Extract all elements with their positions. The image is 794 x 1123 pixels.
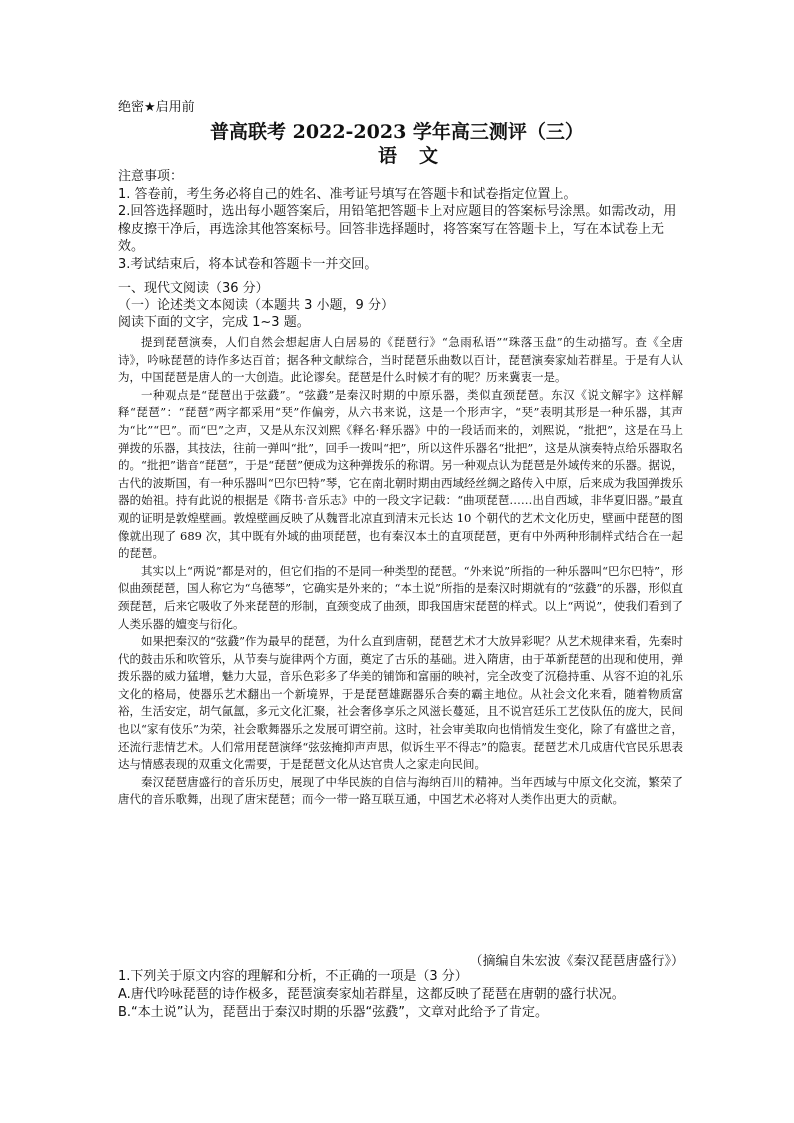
section-heading: 一、现代文阅读（36 分） [118, 281, 269, 296]
notes-heading: 注意事项： [118, 169, 184, 184]
confidential-mark: 绝密★启用前 [118, 100, 195, 115]
question-option-b: B.“本土说”认为，琵琶出于秦汉时期的乐器“弦鼗”，文章对此给予了肯定。 [118, 1005, 548, 1020]
subject-title: 语文 [377, 145, 460, 167]
question-option-a: A.唐代吟咏琵琶的诗作极多，琵琶演奏家灿若群星，这都反映了琵琶在唐朝的盛行状况。 [118, 987, 625, 1002]
subsection-heading: （一）论述类文本阅读（本题共 3 小题，9 分） [118, 298, 394, 313]
passage-paragraph: 提到琵琶演奏，人们自然会想起唐人白居易的《琵琶行》“急雨私语”“珠落玉盘”的生动描写。查《全唐诗》，吟咏琵琶的诗作多达百首；据各种文献综合，当时琵琶乐曲数以百计，琵琶演奏家灿若群星。于是有人认为，中国琵琶是唐人的一大创造。此论谬矣。琵琶是什么时候才有的呢？历来冀衷一是。 [118, 335, 683, 385]
exam-title: 普高联考 2022-2023 学年高三测评（三） [210, 121, 584, 143]
passage-source: （摘编自朱宏波《秦汉琵琶唐盛行》） [469, 954, 684, 969]
note-item: 1. 答卷前，考生务必将自己的姓名、准考证号填写在答题卡和试卷指定位置上。 [118, 186, 577, 202]
reading-passage [118, 334, 683, 809]
reading-instruction: 阅读下面的文字，完成 1~3 题。 [118, 315, 310, 330]
passage-paragraph: 秦汉琵琶唐盛行的音乐历史，展现了中华民族的自信与海纳百川的精神。当年西域与中原文化交流，繁荣了唐代的音乐歌舞，出现了唐宋琵琶；而今一带一路互联互通，中国艺术必将对人类作出更大的贡献。 [118, 774, 683, 807]
question-stem: 1.下列关于原文内容的理解和分析，不正确的一项是（3 分） [118, 969, 468, 984]
note-item: 2.回答选择题时，选出每小题答案后，用铅笔把答题卡上对应题目的答案标号涂黑。如需改动，用橡皮擦干净后，再选涂其他答案标号。回答非选择题时，将答案写在答题卡上，写在本试卷上无效。 [118, 204, 677, 254]
passage-paragraph: 其实以上“两说”都是对的，但它们指的不是同一种类型的琵琶。“外来说”所指的一种乐器叫“巴尔巴特”，形似曲颈琵琶，国人称它为“乌德琴”，它确实是外来的；“本土说”所指的是秦汉时期就有的“弦鼗”的乐器，形似直颈琵琶，后来它吸收了外来琵琶的形制，直颈变成了曲颈，即我国唐宋琵琶的样式。以上“两说”，使我们看到了人类乐器的嬗变与衍化。 [118, 563, 683, 631]
passage-paragraph: 一种观点是“琵琶出于弦鼗”。“弦鼗”是秦汉时期的中原乐器，类似直颈琵琶。东汉《说文解字》这样解释“琵琶”：“琵琶”两字都采用“珡”作偏旁，从六书来说，这是一个形声字，“珡”表明其形是一种乐器，其声为“比”“巴”。而“巴”之声，又是从东汉刘熙《释名·释乐器》中的一段话而来的，刘熙说，“批把”，这是在马上弹拨的乐器，其技法，往前一弹叫“批”，回手一拨叫“把”，所以这件乐器名“批把”，这是从演奏特点给乐器取名的。“批把”谐音“琵琶”，于是“琵琶”便成为这种弹拨乐的称谓。另一种观点认为琵琶是外域传来的乐器。据说，古代的波斯国，有一种乐器叫“巴尔巴特”琴，它在南北朝时期由西域经丝绸之路传入中原，后来成为我国弹拨乐器的始祖。持有此说的根据是《隋书·音乐志》中的一段文字记载：“曲项琵琶……出自西域，非华夏旧器。”最直观的证明是敦煌壁画。敦煌壁画反映了从魏晋北凉直到清末元长达 10 个朝代的艺术文化历史，壁画中琵琶的图像就出现了 689 次，其中既有外域的曲项琵琶，也有秦汉本土的直项琵琶，更有中外两种形制样式结合在一起的琵琶。 [118, 387, 683, 561]
questions-section [118, 968, 688, 1022]
note-item: 3.考试结束后，将本试卷和答题卡一并交回。 [118, 256, 378, 272]
passage-paragraph: 如果把秦汉的“弦鼗”作为最早的琵琶，为什么直到唐朝，琵琶艺术才大放异彩呢？从艺术规律来看，先秦时代的鼓击乐和吹管乐，从节奏与旋律两个方面，奠定了古乐的基础。进入隋唐，由于革新琵琶的出现和使用，弹拨乐器的威力猛增，魅力大显，音乐色彩多了华美的铺饰和富丽的映衬，完全改变了沉稳持重、从容不迫的礼乐文化的格局，使器乐艺术翻出一个新境界，于是琵琶雄踞器乐合奏的霸主地位。从社会文化来看，随着物质富裕，生活安定，胡气氤氲，多元文化汇聚，社会奢侈享乐之风滋长蔓延，且不说宫廷乐工艺伎队伍的庞大，民间也以“家有伎乐”为荣，社会歌舞器乐之发展可谓空前。这时，社会审美取向也悄悄发生变化，除了有盛世之音，还流行悲情艺术。人们常用琵琶演绎“弦弦掩抑声声思，似诉生平不得志”的隐衷。琵琶艺术几成唐代官民乐思表达与情感表现的双重文化需要，于是琵琶文化从达官贵人之家走向民间。 [118, 634, 683, 772]
notes-section [118, 168, 678, 273]
